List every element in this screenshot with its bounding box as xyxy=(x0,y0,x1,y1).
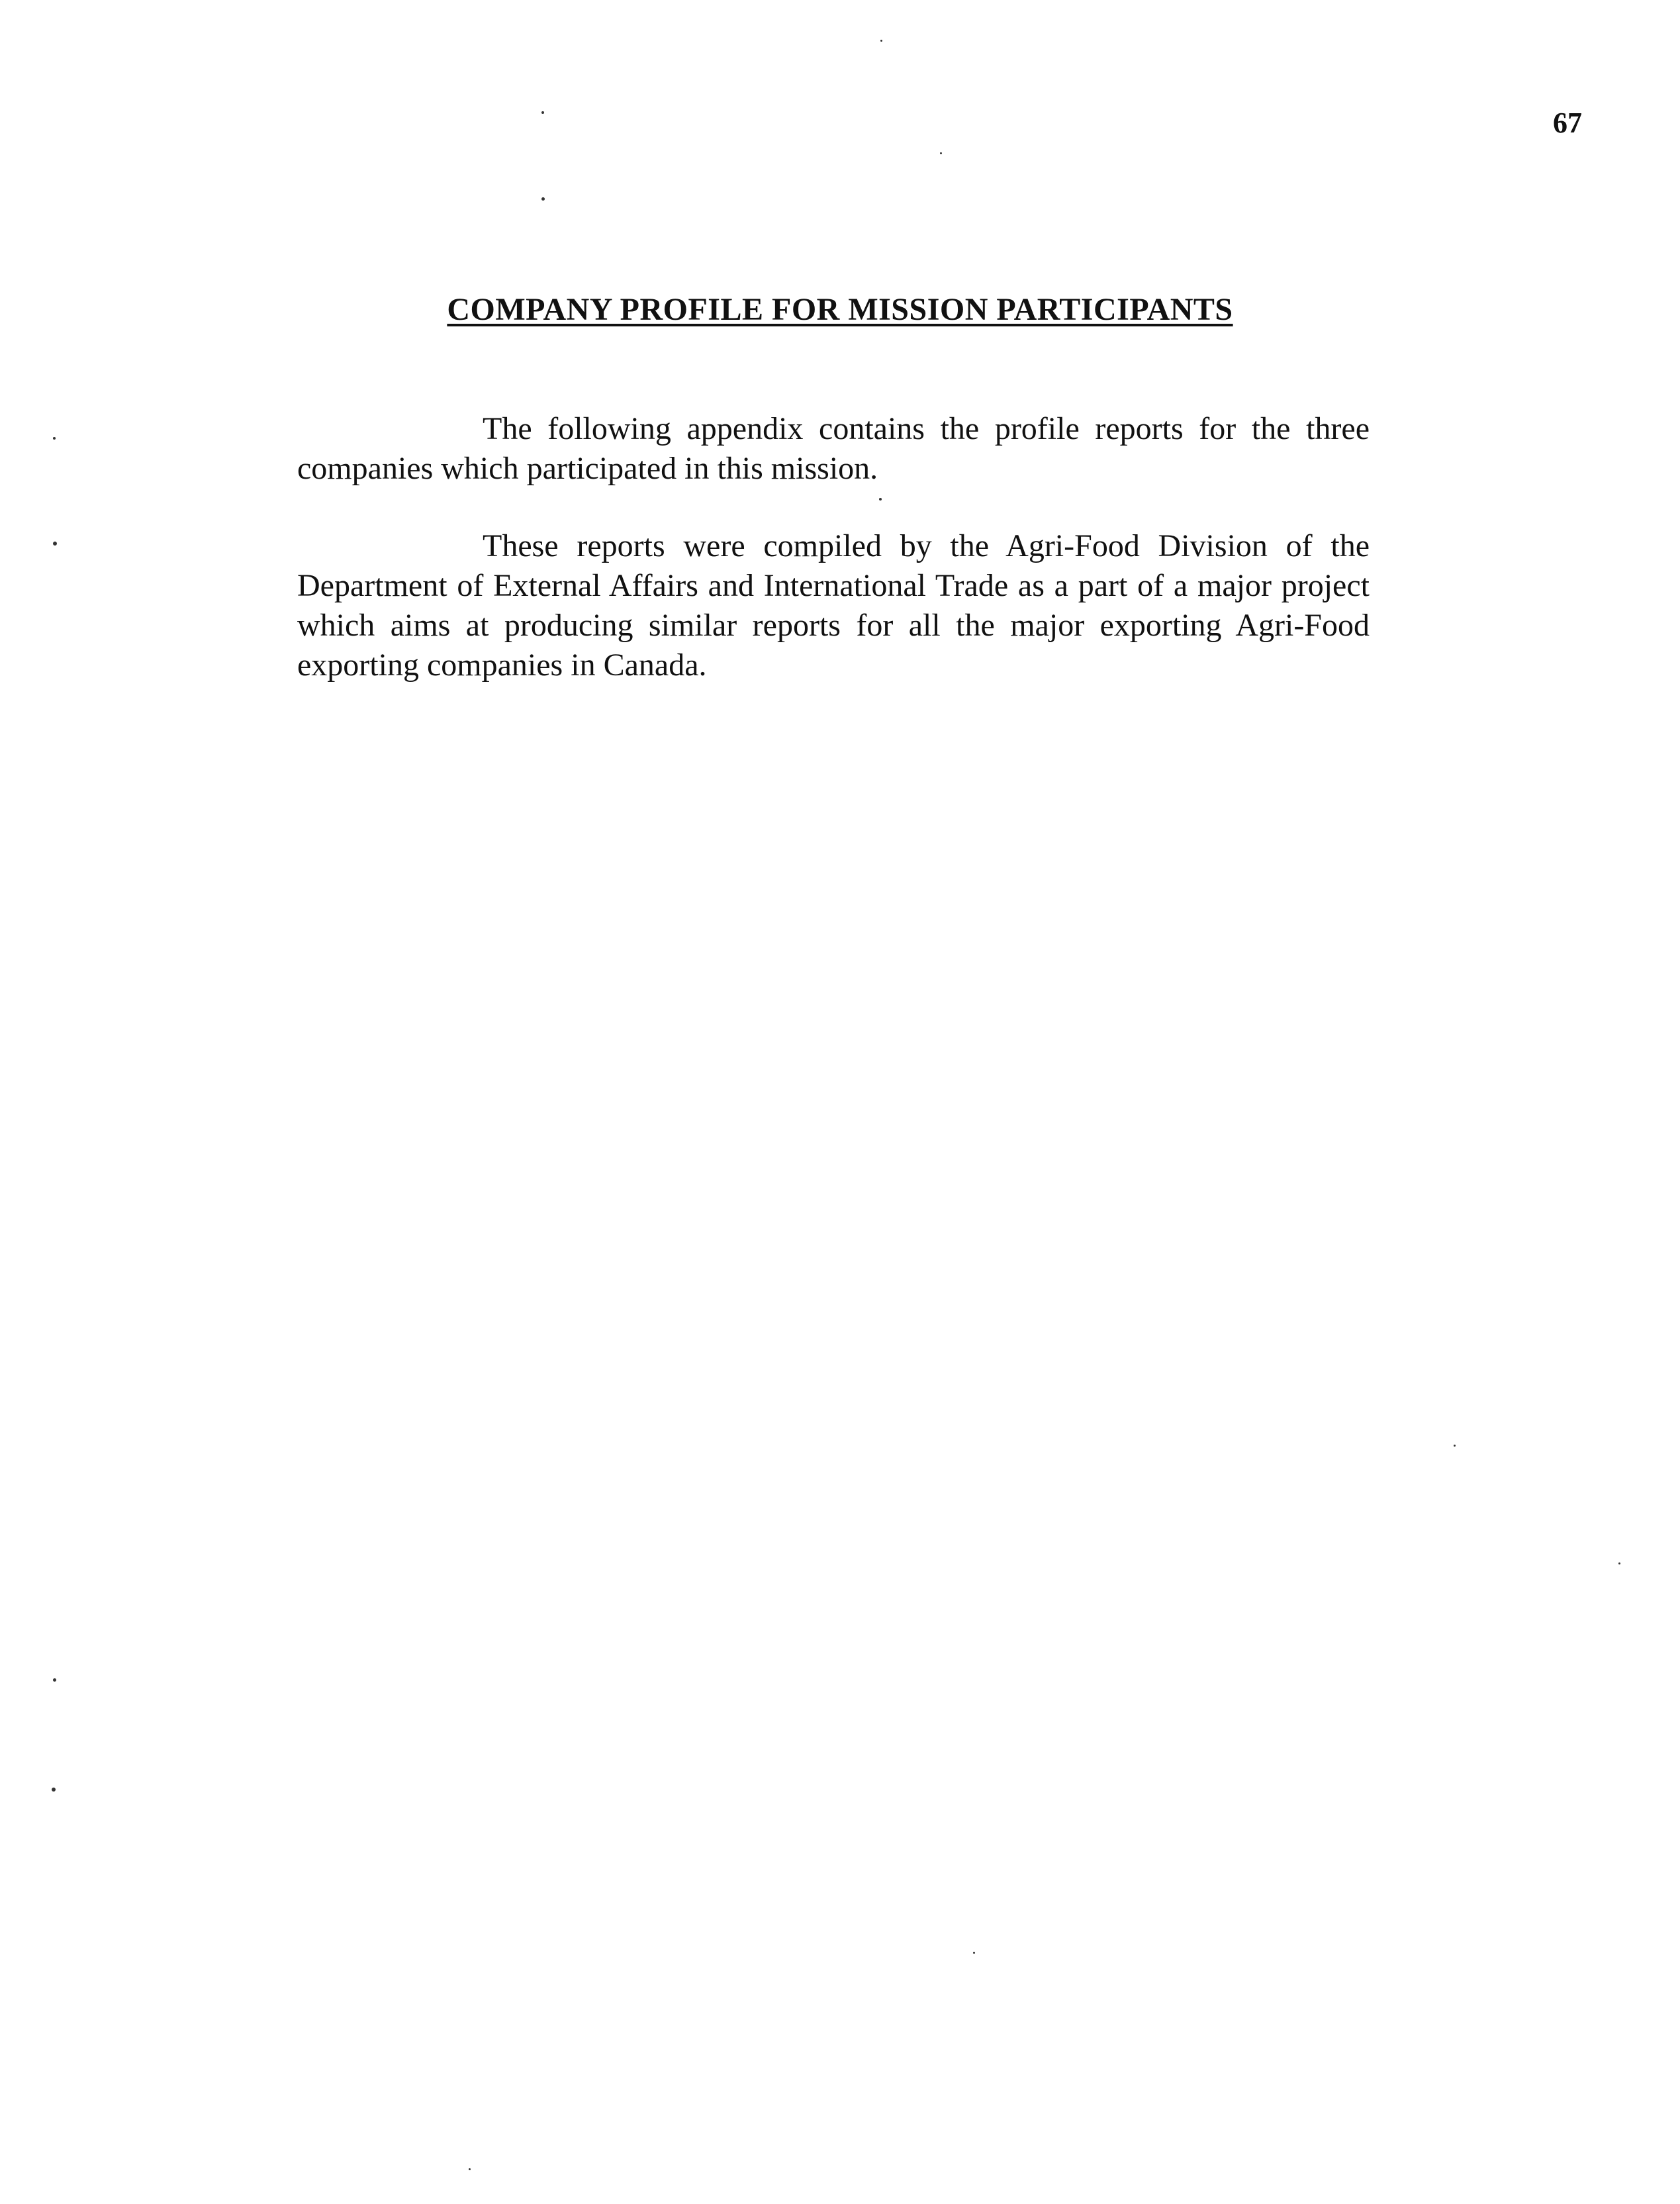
scan-speck xyxy=(53,437,56,440)
page-title: COMPANY PROFILE FOR MISSION PARTICIPANTS xyxy=(447,292,1233,327)
scan-speck xyxy=(880,40,882,42)
scan-speck xyxy=(1618,1562,1620,1564)
scan-speck xyxy=(541,111,544,114)
scan-speck xyxy=(879,498,882,501)
page-number: 67 xyxy=(1553,107,1582,139)
paragraph-source xyxy=(297,526,1370,685)
scan-speck xyxy=(541,197,545,201)
scan-speck xyxy=(940,152,942,154)
scan-speck xyxy=(1454,1445,1456,1447)
scan-speck xyxy=(53,1678,56,1682)
paragraph-source-text: These reports were compiled by the Agri-Food Division of the Department of External Affairs and International Trade as a part of a major project which aims at producing similar reports for all the major exporting Agri-Food exporting companies in Canada. xyxy=(297,528,1370,683)
scan-speck xyxy=(52,1788,56,1792)
paragraph-intro-text: The following appendix contains the profile reports for the three companies which participated in this mission. xyxy=(297,411,1370,486)
scan-speck xyxy=(469,2168,471,2170)
scan-speck xyxy=(53,542,57,546)
paragraph-intro xyxy=(297,409,1370,489)
scan-speck xyxy=(973,1952,975,1954)
